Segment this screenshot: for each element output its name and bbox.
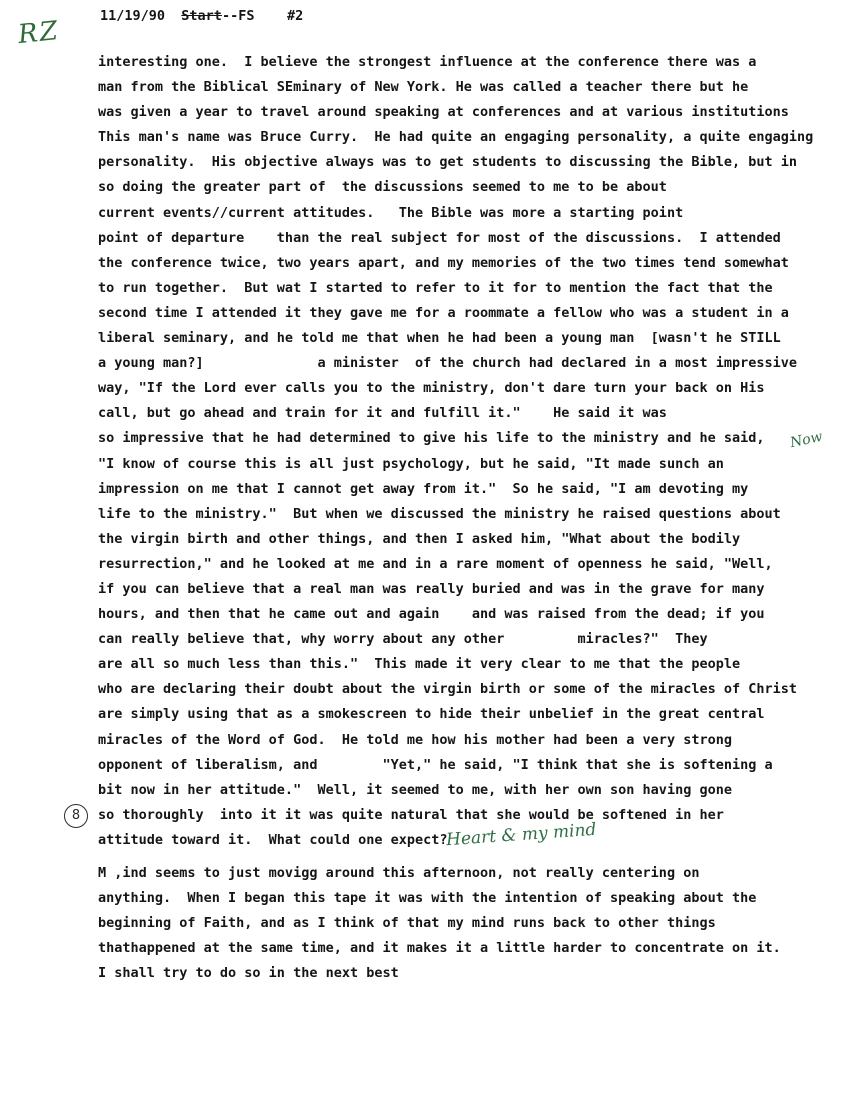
text-line: the virgin birth and other things, and then I asked him, "What about the bodily: [98, 530, 741, 547]
handwritten-note-heart: Heart & my mind: [445, 819, 597, 851]
text-line: call, but go ahead and train for it and fulfill it." He said it was: [98, 405, 667, 422]
text-line: so thoroughly into it it was quite natural that she would be softened in her: [98, 806, 724, 823]
paragraph-marker: 8: [64, 804, 88, 828]
text-line: attitude toward it. What could one expect?: [98, 831, 448, 848]
handwritten-note-now: Now: [788, 428, 824, 452]
text-line: opponent of liberalism, and "Yet," he said, "I think that she is softening a: [98, 756, 773, 773]
text-line: second time I attended it they gave me for a roommate a fellow who was a student in a: [98, 304, 789, 321]
text-line: who are declaring their doubt about the virgin birth or some of the miracles of Christ: [98, 681, 797, 698]
header-page-number: #2: [286, 8, 304, 24]
text-line: the conference twice, two years apart, and my memories of the two times tend somewhat: [98, 254, 789, 271]
text-line: impression on me that I cannot get away from it." So he said, "I am devoting my: [98, 480, 749, 497]
text-line: man from the Biblical SEminary of New York. He was called a teacher there but he: [98, 79, 749, 96]
text-line: M ,ind seems to just movigg around this afternoon, not really centering on: [98, 865, 700, 881]
text-line: to run together. But wat I started to refer to it for to mention the fact that the: [98, 279, 773, 296]
text-line: liberal seminary, and he told me that when he had been a young man [wasn't he STILL: [98, 330, 781, 347]
text-line: thathappened at the same time, and it makes it a little harder to concentrate on it.: [98, 940, 781, 957]
text-line: point of departure than the real subject for most of the discussions. I attended: [98, 229, 781, 246]
text-line: resurrection," and he looked at me and in a rare moment of openness he said, "Well,: [98, 555, 773, 572]
text-line: was given a year to travel around speaking at conferences and at various institutions: [98, 104, 789, 121]
text-line: This man's name was Bruce Curry. He had quite an engaging personality, a quite engaging: [98, 129, 814, 146]
text-line: interesting one. I believe the strongest influence at the conference there was a: [98, 54, 757, 70]
text-line: can really believe that, why worry about any other miracles?" They: [98, 631, 708, 648]
header-date: 11/19/90: [100, 8, 166, 24]
text-line: so impressive that he had determined to give his life to the ministry and he said,: [98, 430, 765, 447]
text-line: beginning of Faith, and as I think of that my mind runs back to other things: [98, 915, 716, 932]
text-line: way, "If the Lord ever calls you to the ministry, don't dare turn your back on His: [98, 380, 765, 397]
text-line: hours, and then that he came out and again and was raised from the dead; if you: [98, 606, 765, 623]
text-line: are all so much less than this." This made it very clear to me that the people: [98, 656, 741, 673]
text-line: current events//current attitudes. The Bible was more a starting point: [98, 204, 684, 221]
text-line: miracles of the Word of God. He told me how his mother had been a very strong: [98, 731, 732, 748]
text-line: anything. When I began this tape it was with the intention of speaking about the: [98, 890, 757, 907]
text-line: "I know of course this is all just psychology, but he said, "It made sunch an: [98, 455, 724, 472]
text-line: life to the ministry." But when we discussed the ministry he raised questions about: [98, 505, 781, 522]
text-line: a young man?] a minister of the church had declared in a most impressive: [98, 355, 797, 372]
text-line: so doing the greater part of the discussions seemed to me to be about: [98, 179, 667, 196]
text-line: bit now in her attitude." Well, it seemed to me, with her own son having gone: [98, 781, 732, 798]
text-line: personality. His objective always was to get students to discussing the Bible, but in: [98, 154, 797, 171]
page-header: [100, 8, 303, 24]
text-line: I shall try to do so in the next best: [98, 965, 399, 982]
text-line: are simply using that as a smokescreen to hide their unbelief in the great central: [98, 706, 765, 723]
header-struck-word: Start: [181, 8, 222, 24]
paragraph-gap: [98, 853, 818, 861]
header-initials: --FS: [221, 8, 255, 24]
margin-initials: RZ: [16, 15, 62, 51]
text-line: if you can believe that a real man was really buried and was in the grave for many: [98, 580, 765, 597]
